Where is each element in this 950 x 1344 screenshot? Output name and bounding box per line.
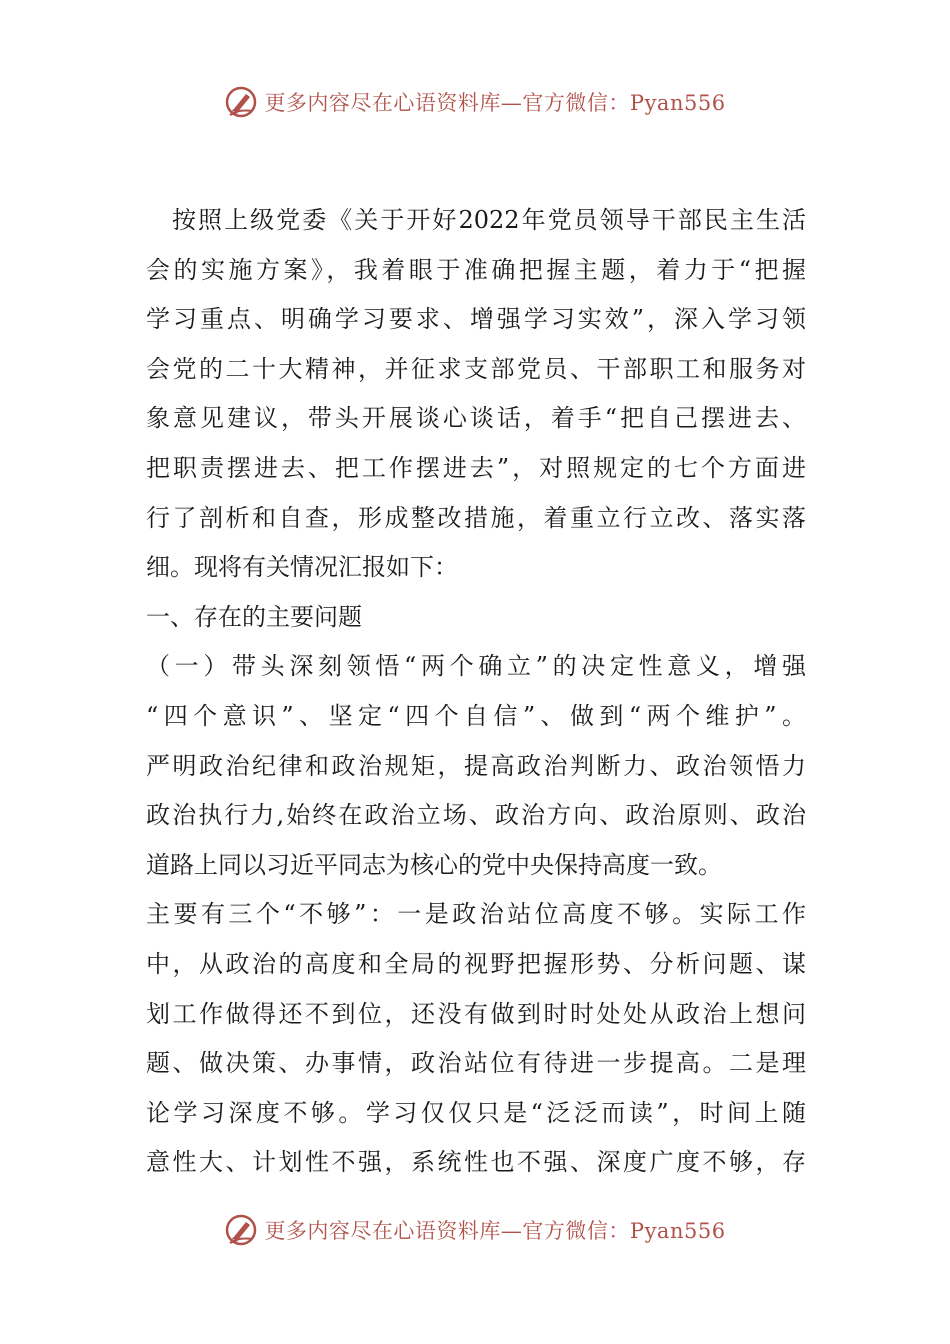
subsection-heading: （一）带头深刻领悟“两个确立”的决定性意义，增强 bbox=[146, 652, 806, 681]
body-line: “四个意识”、坚定“四个自信”、做到“两个维护”。 bbox=[146, 701, 806, 730]
document-body bbox=[146, 196, 806, 1188]
body-line: 中，从政治的高度和全局的视野把握形势、分析问题、谋 bbox=[146, 949, 806, 978]
body-line: 会党的二十大精神，并征求支部党员、干部职工和服务对 bbox=[146, 354, 806, 383]
footer-watermark-banner bbox=[0, 1208, 950, 1252]
body-line: 把职责摆进去、把工作摆进去”，对照规定的七个方面进 bbox=[146, 453, 806, 482]
section-heading: 一、存在的主要问题 bbox=[146, 602, 362, 631]
body-line: 学习重点、明确学习要求、增强学习实效”，深入学习领 bbox=[146, 305, 806, 334]
body-line: 论学习深度不够。学习仅仅只是“泛泛而读”，时间上随 bbox=[146, 1098, 806, 1127]
body-line: 会的实施方案》，我着眼于准确把握主题，着力于“把握 bbox=[146, 255, 806, 284]
header-watermark-text: 更多内容尽在心语资料库—官方微信：Pyan556 bbox=[264, 91, 726, 115]
pen-logo-icon bbox=[224, 85, 258, 119]
body-line: 题、做决策、办事情，政治站位有待进一步提高。二是理 bbox=[146, 1049, 806, 1078]
body-line: 意性大、计划性不强，系统性也不强、深度广度不够，存 bbox=[146, 1148, 806, 1177]
body-line: 细。现将有关情况汇报如下： bbox=[146, 553, 458, 582]
pen-logo-icon bbox=[224, 1213, 258, 1247]
body-line: 划工作做得还不到位，还没有做到时时处处从政治上想问 bbox=[146, 999, 806, 1028]
body-line: 政治执行力,始终在政治立场、政治方向、政治原则、政治 bbox=[146, 801, 806, 830]
body-line: 象意见建议，带头开展谈心谈话，着手“把自己摆进去、 bbox=[146, 404, 806, 433]
body-line: 道路上同以习近平同志为核心的党中央保持高度一致。 bbox=[146, 850, 722, 879]
body-line: 严明政治纪律和政治规矩，提高政治判断力、政治领悟力 bbox=[146, 751, 806, 780]
body-line: 按照上级党委《关于开好2022年党员领导干部民主生活 bbox=[172, 206, 806, 234]
header-watermark-banner bbox=[0, 80, 950, 124]
body-line: 主要有三个“不够”：一是政治站位高度不够。实际工作 bbox=[146, 900, 806, 929]
footer-watermark-text: 更多内容尽在心语资料库—官方微信：Pyan556 bbox=[264, 1219, 726, 1243]
body-line: 行了剖析和自查，形成整改措施，着重立行立改、落实落 bbox=[146, 503, 806, 532]
